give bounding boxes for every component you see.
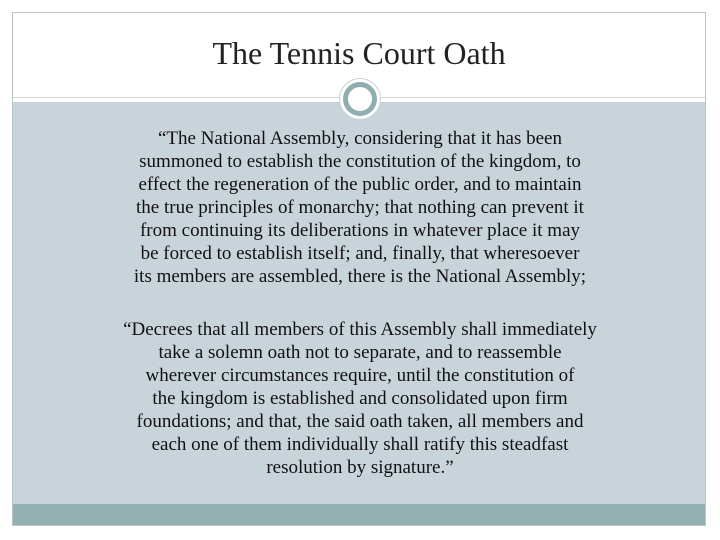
text-line: be forced to establish itself; and, finally, that wheresoever [140,243,580,264]
text-line: “The National Assembly, considering that it has been [157,128,562,149]
text-line: the true principles of monarchy; that nothing can prevent it [136,197,584,218]
text-line: from continuing its deliberations in whatever place it may [139,220,581,241]
ring-icon [343,82,377,116]
slide-title: The Tennis Court Oath [212,35,506,71]
text-line: foundations; and that, the said oath taken, all members and [136,411,584,432]
quote-paragraph-1 [40,127,680,288]
text-line: resolution by signature.” [266,457,454,478]
text-line: the kingdom is established and consolidated upon firm [152,388,568,409]
text-line: “Decrees that all members of this Assembly shall immediately [123,319,597,340]
text-line: wherever circumstances require, until the constitution of [145,365,575,386]
text-line: summoned to establish the constitution of the kingdom, to [139,151,581,172]
bottom-accent-bar [13,504,705,525]
divider-circle-ornament [339,78,381,120]
text-line: its members are assembled, there is the National Assembly; [133,266,587,287]
text-line: take a solemn oath not to separate, and to reassemble [158,342,562,363]
text-line: effect the regeneration of the public order, and to maintain [138,174,582,195]
quote-paragraph-2 [40,318,680,479]
text-line: each one of them individually shall ratify this steadfast [151,434,569,455]
